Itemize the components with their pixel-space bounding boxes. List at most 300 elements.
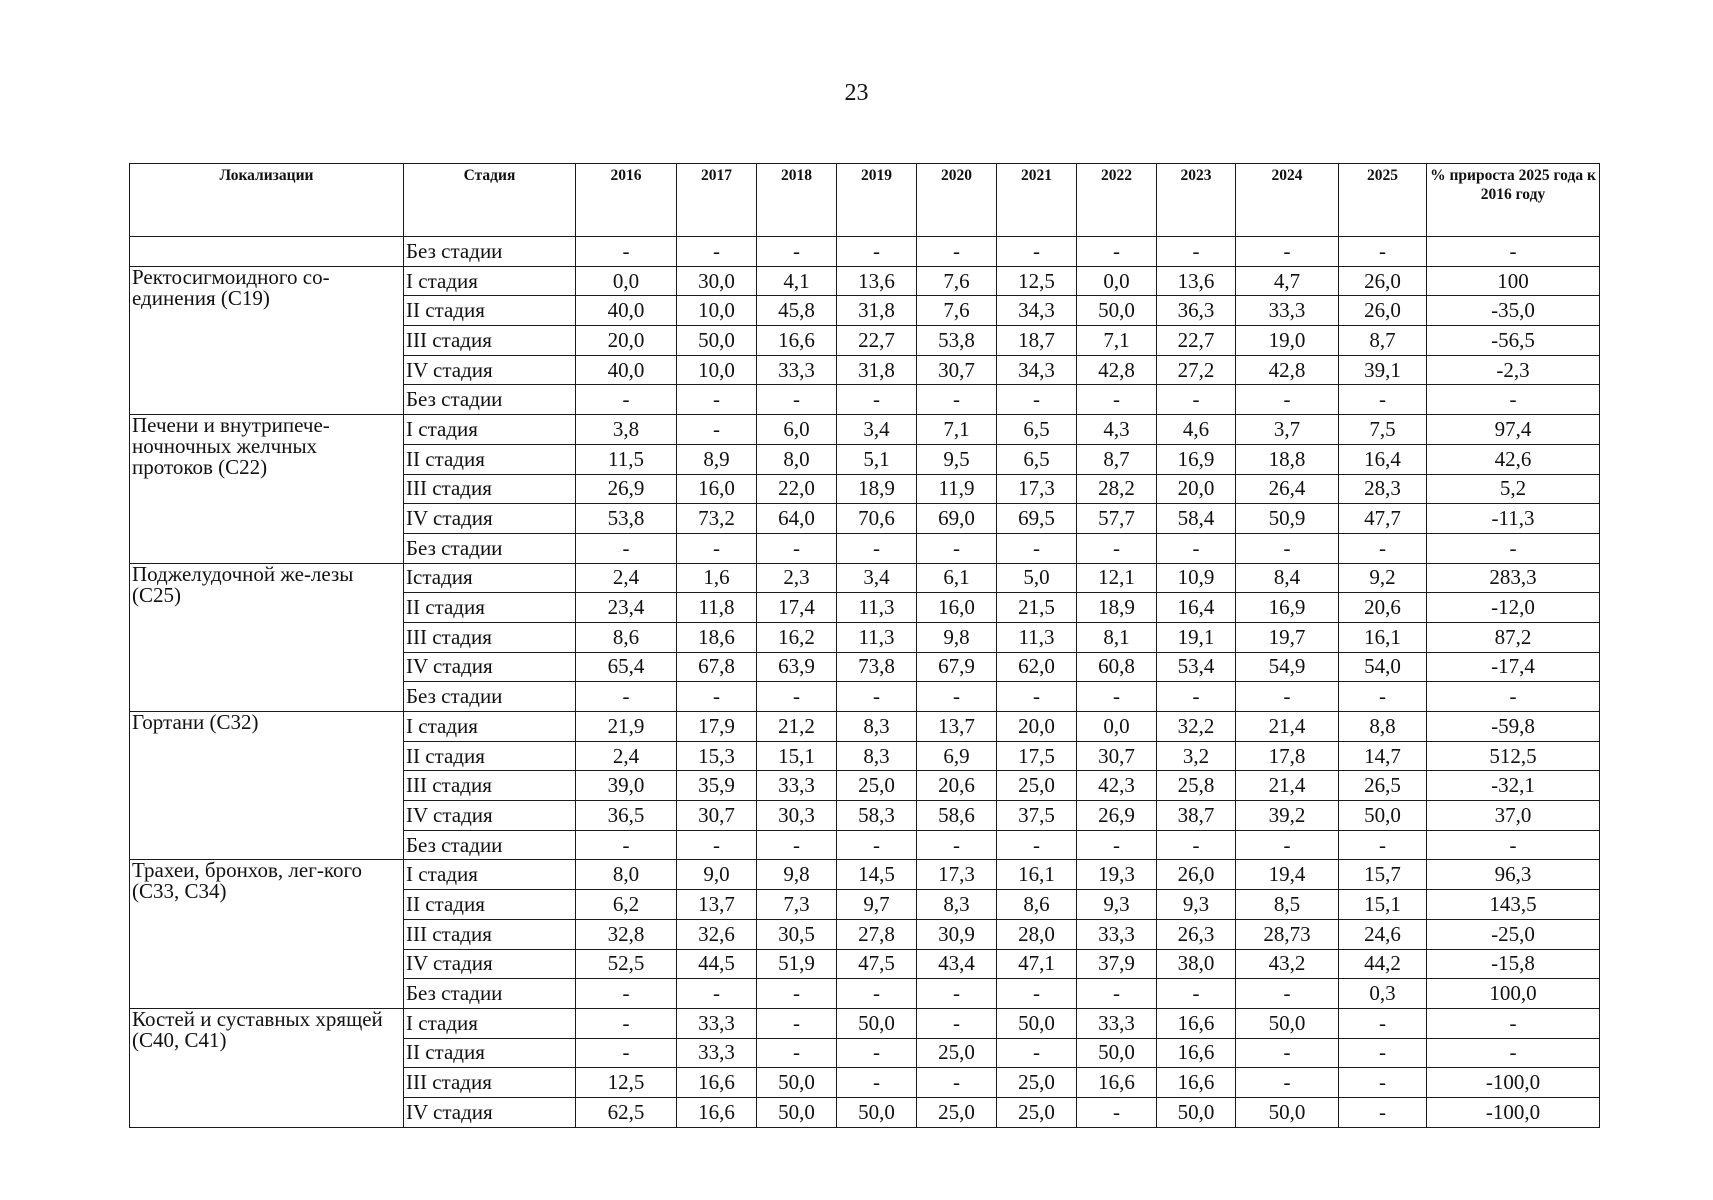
table-body [130,237,1600,1128]
value-cell: 31,8 [837,296,917,326]
localization-cell: Трахеи, бронхов, лег-кого (С33, С34) [130,860,404,1008]
header-year: 2025 [1339,164,1427,237]
value-cell: 58,3 [837,801,917,831]
value-cell: - [1236,979,1339,1009]
value-cell: - [917,830,997,860]
value-cell: 8,7 [1077,444,1157,474]
value-cell: 8,8 [1339,712,1427,742]
value-cell: 0,0 [1077,712,1157,742]
value-cell: 9,5 [917,444,997,474]
stage-cell: Без стадии [404,533,576,563]
value-cell: - [917,533,997,563]
value-cell: - [757,1038,837,1068]
value-cell: 18,9 [1077,593,1157,623]
value-cell: 37,9 [1077,949,1157,979]
value-cell: - [757,1008,837,1038]
value-cell: 43,4 [917,949,997,979]
value-cell: - [576,979,677,1009]
stage-cell: IV стадия [404,949,576,979]
value-cell: 16,1 [997,860,1077,890]
value-cell: 57,7 [1077,504,1157,534]
stage-cell: II стадия [404,444,576,474]
value-cell: 15,3 [677,741,757,771]
value-cell: - [677,385,757,415]
value-cell: 33,3 [757,771,837,801]
value-cell: - [1236,830,1339,860]
value-cell: - [677,533,757,563]
value-cell: 47,1 [997,949,1077,979]
value-cell: 25,0 [837,771,917,801]
value-cell: 26,0 [1157,860,1236,890]
value-cell: - [1339,533,1427,563]
value-cell: 37,5 [997,801,1077,831]
value-cell: 43,2 [1236,949,1339,979]
value-cell: 16,6 [1157,1068,1236,1098]
value-cell: 27,8 [837,919,917,949]
value-cell: - [677,979,757,1009]
value-cell: 64,0 [757,504,837,534]
value-cell: 16,0 [917,593,997,623]
value-cell: 62,0 [997,652,1077,682]
value-cell: - [576,1008,677,1038]
value-cell: 9,0 [677,860,757,890]
value-cell: - [1236,1068,1339,1098]
value-cell: 50,0 [757,1097,837,1127]
value-cell: - [1427,385,1600,415]
value-cell: 50,0 [1339,801,1427,831]
value-cell: 54,0 [1339,652,1427,682]
stage-cell: I стадия [404,1008,576,1038]
value-cell: 16,4 [1157,593,1236,623]
stage-cell: IV стадия [404,504,576,534]
value-cell: 1,6 [677,563,757,593]
value-cell: 17,8 [1236,741,1339,771]
value-cell: 15,1 [1339,890,1427,920]
value-cell: - [757,830,837,860]
value-cell: 14,7 [1339,741,1427,771]
header-localization: Локализации [130,164,404,237]
table-row [130,860,1600,890]
value-cell: 18,7 [997,326,1077,356]
value-cell: 3,2 [1157,741,1236,771]
value-cell: - [1339,1038,1427,1068]
value-cell: 0,3 [1339,979,1427,1009]
value-cell: 20,6 [917,771,997,801]
value-cell: - [1157,385,1236,415]
value-cell: - [757,385,837,415]
value-cell: 16,6 [677,1097,757,1127]
value-cell: - [1077,385,1157,415]
value-cell: 4,1 [757,266,837,296]
header-year: 2016 [576,164,677,237]
value-cell: 6,1 [917,563,997,593]
localization-cell-empty [130,237,404,267]
stage-cell: II стадия [404,890,576,920]
stage-cell: II стадия [404,593,576,623]
header-year: 2017 [677,164,757,237]
value-cell: 40,0 [576,355,677,385]
value-cell: 11,9 [917,474,997,504]
data-table [129,163,1600,1128]
value-cell: 9,7 [837,890,917,920]
value-cell: 21,5 [997,593,1077,623]
value-cell: 33,3 [757,355,837,385]
value-cell: - [1157,237,1236,267]
value-cell: - [997,1038,1077,1068]
value-cell: 30,5 [757,919,837,949]
value-cell: 7,6 [917,296,997,326]
value-cell: 30,3 [757,801,837,831]
value-cell: 30,7 [1077,741,1157,771]
value-cell: 6,5 [997,444,1077,474]
stage-cell: III стадия [404,1068,576,1098]
value-cell: 12,5 [576,1068,677,1098]
value-cell: 53,8 [917,326,997,356]
value-cell: - [757,682,837,712]
value-cell: -11,3 [1427,504,1600,534]
value-cell: - [917,979,997,1009]
stage-cell: III стадия [404,919,576,949]
value-cell: - [576,533,677,563]
value-cell: 30,7 [917,355,997,385]
value-cell: 33,3 [677,1008,757,1038]
value-cell: 73,2 [677,504,757,534]
stage-cell: III стадия [404,622,576,652]
value-cell: 47,5 [837,949,917,979]
value-cell: 8,6 [576,622,677,652]
value-cell: 53,8 [576,504,677,534]
value-cell: 50,0 [997,1008,1077,1038]
stage-cell: IV стадия [404,355,576,385]
value-cell: 25,0 [997,1097,1077,1127]
value-cell: 8,3 [837,712,917,742]
stage-cell: IV стадия [404,652,576,682]
value-cell: 16,6 [1157,1038,1236,1068]
value-cell: - [677,830,757,860]
value-cell: 58,4 [1157,504,1236,534]
value-cell: 32,2 [1157,712,1236,742]
value-cell: 6,5 [997,415,1077,445]
value-cell: 9,3 [1077,890,1157,920]
value-cell: 30,7 [677,801,757,831]
value-cell: -100,0 [1427,1068,1600,1098]
value-cell: - [1077,979,1157,1009]
value-cell: 50,0 [1077,296,1157,326]
value-cell: 33,3 [1077,919,1157,949]
value-cell: 16,6 [677,1068,757,1098]
value-cell: 512,5 [1427,741,1600,771]
value-cell: 70,6 [837,504,917,534]
value-cell: - [576,237,677,267]
value-cell: 10,0 [677,355,757,385]
value-cell: 8,0 [757,444,837,474]
value-cell: 9,8 [757,860,837,890]
value-cell: 11,3 [997,622,1077,652]
value-cell: 63,9 [757,652,837,682]
value-cell: 8,9 [677,444,757,474]
value-cell: - [677,237,757,267]
value-cell: - [837,533,917,563]
value-cell: 3,4 [837,563,917,593]
stage-cell: Без стадии [404,682,576,712]
value-cell: 33,3 [1236,296,1339,326]
header-year: 2020 [917,164,997,237]
value-cell: 5,0 [997,563,1077,593]
value-cell: 38,7 [1157,801,1236,831]
value-cell: 9,2 [1339,563,1427,593]
value-cell: 11,8 [677,593,757,623]
value-cell: 18,6 [677,622,757,652]
value-cell: - [997,237,1077,267]
value-cell: 26,3 [1157,919,1236,949]
value-cell: 50,0 [677,326,757,356]
stage-cell: Без стадии [404,979,576,1009]
stage-cell: I стадия [404,266,576,296]
value-cell: 69,0 [917,504,997,534]
value-cell: - [997,385,1077,415]
value-cell: - [837,1068,917,1098]
value-cell: 21,2 [757,712,837,742]
table-row [130,415,1600,445]
value-cell: - [997,533,1077,563]
value-cell: 283,3 [1427,563,1600,593]
value-cell: 17,9 [677,712,757,742]
value-cell: 7,3 [757,890,837,920]
value-cell: - [837,682,917,712]
table-row [130,1008,1600,1038]
value-cell: 25,0 [917,1097,997,1127]
value-cell: 67,8 [677,652,757,682]
localization-cell: Поджелудочной же-лезы (С25) [130,563,404,711]
value-cell: - [1339,1097,1427,1127]
table-row [130,712,1600,742]
value-cell: 2,3 [757,563,837,593]
value-cell: 11,5 [576,444,677,474]
value-cell: 7,5 [1339,415,1427,445]
value-cell: 5,1 [837,444,917,474]
value-cell: 65,4 [576,652,677,682]
value-cell: 45,8 [757,296,837,326]
header-year: 2021 [997,164,1077,237]
value-cell: 26,9 [1077,801,1157,831]
value-cell: 17,3 [997,474,1077,504]
value-cell: 3,4 [837,415,917,445]
stage-cell: II стадия [404,296,576,326]
value-cell: 8,0 [576,860,677,890]
value-cell: - [917,237,997,267]
value-cell: 50,9 [1236,504,1339,534]
value-cell: 13,7 [917,712,997,742]
value-cell: - [1077,1097,1157,1127]
value-cell: -100,0 [1427,1097,1600,1127]
value-cell: 39,2 [1236,801,1339,831]
value-cell: 25,8 [1157,771,1236,801]
value-cell: 62,5 [576,1097,677,1127]
value-cell: 44,5 [677,949,757,979]
stage-cell: IV стадия [404,1097,576,1127]
value-cell: 20,0 [576,326,677,356]
value-cell: 22,7 [837,326,917,356]
value-cell: - [576,682,677,712]
header-year: 2019 [837,164,917,237]
value-cell: - [1157,830,1236,860]
value-cell: 26,9 [576,474,677,504]
stage-cell: Без стадии [404,237,576,267]
value-cell: 25,0 [997,771,1077,801]
value-cell: 28,73 [1236,919,1339,949]
value-cell: 97,4 [1427,415,1600,445]
localization-cell: Печени и внутрипече-ночночных желчных протоков (С22) [130,415,404,563]
value-cell: - [576,385,677,415]
value-cell: 52,5 [576,949,677,979]
value-cell: - [1157,533,1236,563]
value-cell: - [1339,1008,1427,1038]
value-cell: 5,2 [1427,474,1600,504]
value-cell: - [837,979,917,1009]
value-cell: - [757,979,837,1009]
value-cell: 22,7 [1157,326,1236,356]
value-cell: -56,5 [1427,326,1600,356]
value-cell: 0,0 [576,266,677,296]
value-cell: - [1339,1068,1427,1098]
value-cell: 27,2 [1157,355,1236,385]
value-cell: - [1236,385,1339,415]
value-cell: - [757,237,837,267]
value-cell: -35,0 [1427,296,1600,326]
value-cell: 4,3 [1077,415,1157,445]
value-cell: 15,7 [1339,860,1427,890]
value-cell: 20,0 [997,712,1077,742]
value-cell: 32,6 [677,919,757,949]
value-cell: 19,1 [1157,622,1236,652]
table-row [130,237,1600,267]
value-cell: 14,5 [837,860,917,890]
value-cell: 7,1 [917,415,997,445]
value-cell: 26,0 [1339,266,1427,296]
value-cell: 40,0 [576,296,677,326]
value-cell: 21,4 [1236,712,1339,742]
value-cell: 51,9 [757,949,837,979]
value-cell: 16,4 [1339,444,1427,474]
value-cell: 36,3 [1157,296,1236,326]
stage-cell: III стадия [404,326,576,356]
value-cell: 4,7 [1236,266,1339,296]
value-cell: - [1077,237,1157,267]
value-cell: - [1157,979,1236,1009]
value-cell: - [1427,682,1600,712]
value-cell: -25,0 [1427,919,1600,949]
value-cell: 35,9 [677,771,757,801]
value-cell: 15,1 [757,741,837,771]
value-cell: 28,0 [997,919,1077,949]
value-cell: - [1427,1038,1600,1068]
value-cell: 37,0 [1427,801,1600,831]
value-cell: 26,5 [1339,771,1427,801]
header-year: 2024 [1236,164,1339,237]
value-cell: - [677,415,757,445]
localization-cell: Ректосигмоидного со-единения (С19) [130,266,404,414]
value-cell: 19,3 [1077,860,1157,890]
value-cell: - [917,1068,997,1098]
value-cell: 24,6 [1339,919,1427,949]
value-cell: 17,5 [997,741,1077,771]
value-cell: 22,0 [757,474,837,504]
value-cell: - [837,830,917,860]
value-cell: 16,9 [1157,444,1236,474]
value-cell: 8,7 [1339,326,1427,356]
stage-cell: I стадия [404,860,576,890]
value-cell: 12,1 [1077,563,1157,593]
value-cell: - [1339,682,1427,712]
value-cell: 13,6 [1157,266,1236,296]
value-cell: 8,1 [1077,622,1157,652]
value-cell: 47,7 [1339,504,1427,534]
value-cell: 16,1 [1339,622,1427,652]
stage-cell: IV стадия [404,801,576,831]
value-cell: 67,9 [917,652,997,682]
value-cell: 30,9 [917,919,997,949]
value-cell: 16,6 [757,326,837,356]
value-cell: 50,0 [1077,1038,1157,1068]
value-cell: 12,5 [997,266,1077,296]
value-cell: - [997,682,1077,712]
value-cell: 60,8 [1077,652,1157,682]
value-cell: 17,3 [917,860,997,890]
value-cell: 19,0 [1236,326,1339,356]
value-cell: 16,6 [1157,1008,1236,1038]
value-cell: 73,8 [837,652,917,682]
header-row [130,164,1600,237]
value-cell: -12,0 [1427,593,1600,623]
header-growth-percent: % прироста 2025 года к 2016 году [1427,164,1600,237]
localization-cell: Гортани (С32) [130,712,404,860]
value-cell: 58,6 [917,801,997,831]
value-cell: - [1077,533,1157,563]
value-cell: 50,0 [1236,1097,1339,1127]
value-cell: -32,1 [1427,771,1600,801]
stage-cell: Iстадия [404,563,576,593]
value-cell: 7,1 [1077,326,1157,356]
table-row [130,563,1600,593]
value-cell: 16,2 [757,622,837,652]
value-cell: 33,3 [677,1038,757,1068]
value-cell: 26,0 [1339,296,1427,326]
value-cell: 25,0 [917,1038,997,1068]
value-cell: - [997,830,1077,860]
value-cell: - [757,533,837,563]
value-cell: 3,8 [576,415,677,445]
value-cell: - [837,1038,917,1068]
value-cell: 21,4 [1236,771,1339,801]
value-cell: 6,0 [757,415,837,445]
value-cell: 8,6 [997,890,1077,920]
table-row [130,266,1600,296]
value-cell: 44,2 [1339,949,1427,979]
value-cell: 19,4 [1236,860,1339,890]
header-year: 2022 [1077,164,1157,237]
value-cell: - [917,1008,997,1038]
value-cell: 20,0 [1157,474,1236,504]
value-cell: - [1077,830,1157,860]
localization-cell: Костей и суставных хрящей (С40, С41) [130,1008,404,1127]
value-cell: - [1236,533,1339,563]
stage-cell: Без стадии [404,385,576,415]
value-cell: - [1077,682,1157,712]
value-cell: 6,9 [917,741,997,771]
value-cell: 28,3 [1339,474,1427,504]
value-cell: 34,3 [997,296,1077,326]
stage-cell: I стадия [404,415,576,445]
